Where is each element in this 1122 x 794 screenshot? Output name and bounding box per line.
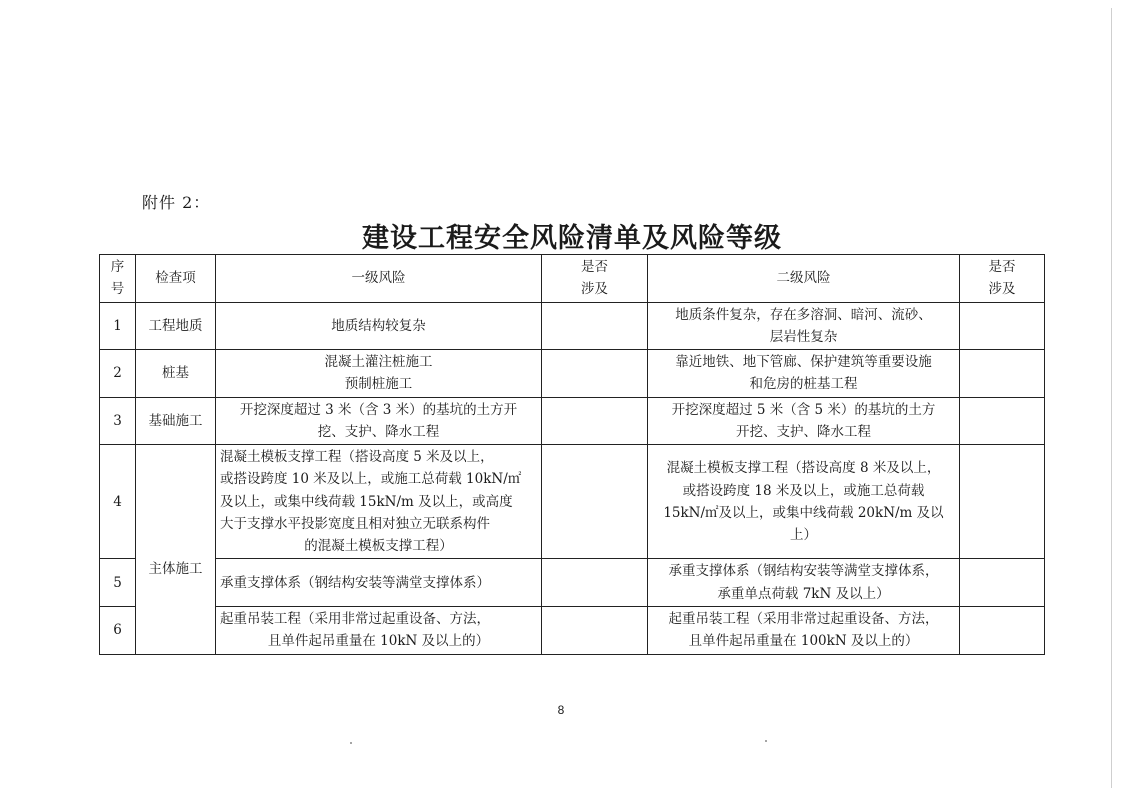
- header-involved2-line: 涉及: [988, 281, 1016, 298]
- row-level1: [216, 445, 542, 559]
- text-line: 15kN/㎡及以上，或集中线荷载 20kN/m 及以: [663, 504, 944, 521]
- row-item: 主体施工: [136, 445, 216, 654]
- risk-table: [99, 254, 1045, 655]
- row-level2: [648, 445, 960, 559]
- row-involved1-cell[interactable]: [542, 559, 648, 607]
- text-line: 地质结构较复杂: [331, 317, 426, 334]
- row-seq: 5: [100, 559, 136, 607]
- text-line: 开挖、支护、降水工程: [736, 423, 871, 440]
- header-involved2-line: 是否: [988, 259, 1016, 275]
- text-line: 起重吊装工程（采用非常过起重设备、方法，: [220, 610, 490, 627]
- text-line: 的混凝土模板支撑工程）: [304, 538, 453, 555]
- text-line: 混凝土灌注桩施工: [324, 354, 433, 371]
- text-line: 承重支撑体系（钢结构安装等满堂支撑体系）: [220, 574, 490, 591]
- table-row: [100, 397, 1045, 445]
- text-line: 靠近地铁、地下管廊、保护建筑等重要设施: [675, 354, 932, 371]
- attachment-label: 附件 2：: [142, 193, 211, 212]
- row-level2: [648, 397, 960, 445]
- header-level2: 二级风险: [648, 255, 960, 303]
- text-line: 预制桩施工: [344, 376, 413, 393]
- text-line: 地质条件复杂，存在多溶洞、暗河、流砂、: [675, 306, 932, 323]
- row-involved2-cell[interactable]: [960, 302, 1045, 350]
- row-seq: 2: [100, 350, 136, 398]
- header-seq-line: 序: [110, 259, 125, 275]
- row-seq: 3: [100, 397, 136, 445]
- row-involved1-cell[interactable]: [542, 302, 648, 350]
- row-involved2-cell[interactable]: [960, 397, 1045, 445]
- page-number: 8: [557, 703, 565, 717]
- text-line: 起重吊装工程（采用非常过起重设备、方法，: [668, 610, 939, 627]
- text-line: 混凝土模板支撑工程（搭设高度 5 米及以上，: [220, 449, 494, 466]
- row-item: 基础施工: [136, 397, 216, 445]
- text-line: 混凝土模板支撑工程（搭设高度 8 米及以上，: [666, 460, 941, 477]
- row-level2: [648, 350, 960, 398]
- text-line: 承重支撑体系（钢结构安装等满堂支撑体系，: [668, 563, 939, 580]
- header-item: 检查项: [136, 255, 216, 303]
- header-involved1-line: 是否: [581, 259, 608, 275]
- row-involved1-cell[interactable]: [542, 397, 648, 445]
- text-line: 大于支撑水平投影宽度且相对独立无联系构件: [220, 515, 490, 532]
- row-level2: [648, 559, 960, 607]
- header-involved1-line: 涉及: [581, 281, 608, 298]
- row-level1: [216, 350, 542, 398]
- header-seq-line: 号: [110, 281, 125, 298]
- table-row: [100, 445, 1045, 559]
- table-row: [100, 302, 1045, 350]
- row-level2: [648, 302, 960, 350]
- row-involved2-cell[interactable]: [960, 606, 1045, 654]
- text-line: 且单件起吊重量在 100kN 及以上的）: [688, 633, 919, 650]
- row-level1: [216, 606, 542, 654]
- text-line: 挖、支护、降水工程: [317, 423, 440, 440]
- text-line: 承重单点荷载 7kN 及以上）: [717, 585, 890, 602]
- table-row: [100, 559, 1045, 607]
- scan-speck: [765, 740, 767, 742]
- header-involved2: [960, 255, 1045, 303]
- row-involved2-cell[interactable]: [960, 559, 1045, 607]
- text-line: 和危房的桩基工程: [749, 376, 858, 393]
- text-line: 或搭设跨度 18 米及以上，或施工总荷载: [682, 482, 925, 499]
- row-level1: [216, 397, 542, 445]
- row-level1: [216, 559, 542, 607]
- row-seq: 6: [100, 606, 136, 654]
- header-seq: [100, 255, 136, 303]
- text-line: 及以上，或集中线荷载 15kN/m 及以上，或高度: [220, 493, 513, 510]
- row-item: 桩基: [136, 350, 216, 398]
- text-line: 层岩性复杂: [769, 328, 838, 345]
- text-line: 或搭设跨度 10 米及以上，或施工总荷载 10kN/㎡: [220, 471, 522, 488]
- page-edge: [1111, 8, 1112, 788]
- row-seq: 1: [100, 302, 136, 350]
- scan-speck: [350, 742, 352, 744]
- header-level1: 一级风险: [216, 255, 542, 303]
- row-involved1-cell[interactable]: [542, 606, 648, 654]
- row-seq: 4: [100, 445, 136, 559]
- row-involved2-cell[interactable]: [960, 350, 1045, 398]
- row-involved2-cell[interactable]: [960, 445, 1045, 559]
- text-line: 开挖深度超过 3 米（含 3 米）的基坑的土方开: [239, 401, 518, 418]
- row-item: 工程地质: [136, 302, 216, 350]
- text-line: 且单件起吊重量在 10kN 及以上的）: [267, 633, 490, 650]
- row-level1: [216, 302, 542, 350]
- row-level2: [648, 606, 960, 654]
- table-row: [100, 606, 1045, 654]
- row-involved1-cell[interactable]: [542, 445, 648, 559]
- document-title: 建设工程安全风险清单及风险等级: [362, 223, 782, 254]
- table-header-row: [100, 255, 1045, 303]
- text-line: 开挖深度超过 5 米（含 5 米）的基坑的土方: [671, 401, 936, 418]
- row-involved1-cell[interactable]: [542, 350, 648, 398]
- header-involved1: [542, 255, 648, 303]
- text-line: 上）: [790, 527, 817, 544]
- table-row: [100, 350, 1045, 398]
